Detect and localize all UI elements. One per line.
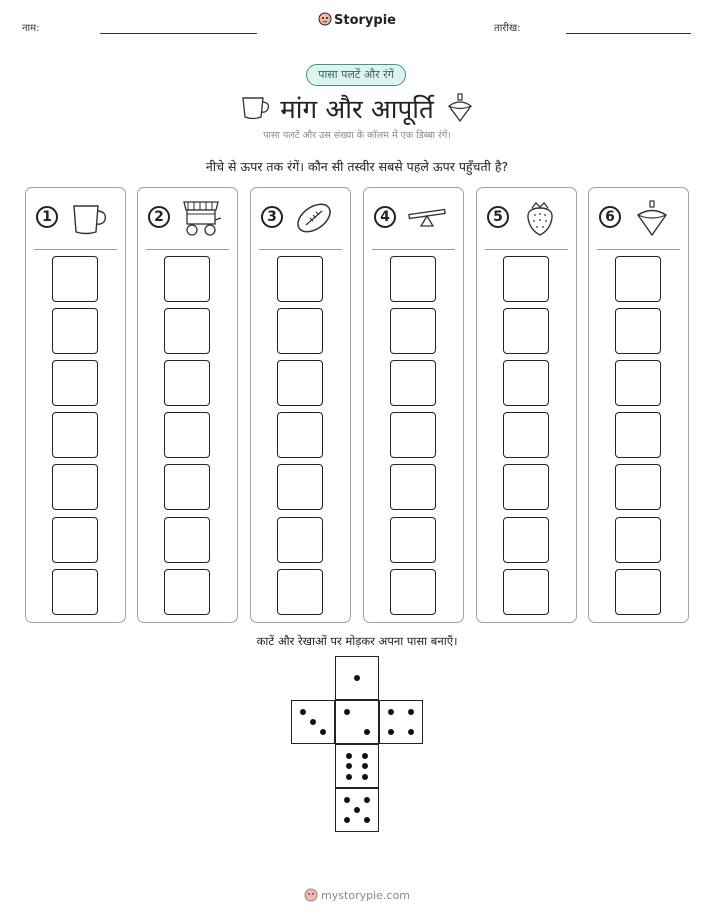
column-5 (476, 187, 577, 623)
color-box[interactable] (52, 464, 98, 510)
die-face-4 (379, 700, 423, 744)
food-cart-icon (180, 198, 222, 238)
spinning-top-icon (631, 198, 673, 238)
color-box[interactable] (277, 412, 323, 458)
color-box[interactable] (277, 569, 323, 615)
die-pip (346, 763, 352, 769)
column-divider (372, 249, 455, 250)
color-box[interactable] (615, 256, 661, 302)
color-box[interactable] (52, 256, 98, 302)
color-box[interactable] (615, 360, 661, 406)
color-box[interactable] (615, 517, 661, 563)
color-box[interactable] (503, 256, 549, 302)
column-1 (25, 187, 126, 623)
footer-url: mystorypie.com (321, 889, 410, 902)
die-pip (346, 774, 352, 780)
color-box[interactable] (52, 412, 98, 458)
die-pip (300, 709, 306, 715)
brand-logo (0, 12, 714, 28)
column-6 (588, 187, 689, 623)
color-box[interactable] (390, 412, 436, 458)
die-pip (346, 753, 352, 759)
color-box[interactable] (503, 464, 549, 510)
die-pip (364, 817, 370, 823)
cup-icon (68, 198, 110, 238)
football-icon (293, 198, 335, 238)
color-box[interactable] (52, 308, 98, 354)
date-line (566, 33, 691, 34)
die-pip (408, 729, 414, 735)
color-box[interactable] (164, 464, 210, 510)
color-box[interactable] (277, 360, 323, 406)
page-subtitle: पासा पलटें और उस संख्या के कॉलम में एक डिब्बा रंगें। (263, 130, 451, 141)
column-divider (259, 249, 342, 250)
brand-name: Storypie (334, 13, 396, 28)
color-box[interactable] (390, 360, 436, 406)
color-box[interactable] (615, 412, 661, 458)
column-number: 5 (487, 206, 509, 228)
column-divider (146, 249, 229, 250)
die-pip (408, 709, 414, 715)
die-face-2 (335, 700, 379, 744)
column-number: 6 (599, 206, 621, 228)
die-pip (344, 797, 350, 803)
die-pip (364, 797, 370, 803)
die-pip (362, 774, 368, 780)
color-box[interactable] (615, 464, 661, 510)
die-face-1 (335, 656, 379, 700)
color-box[interactable] (164, 412, 210, 458)
color-box[interactable] (277, 464, 323, 510)
color-box[interactable] (164, 360, 210, 406)
column-number: 4 (374, 206, 396, 228)
name-label: नाम: (22, 23, 40, 34)
column-number: 2 (148, 206, 170, 228)
column-divider (597, 249, 680, 250)
date-label: तारीख: (494, 23, 521, 34)
die-pip (354, 807, 360, 813)
color-box[interactable] (277, 308, 323, 354)
strawberry-icon (519, 198, 561, 238)
color-box[interactable] (390, 569, 436, 615)
storypie-mascot-icon (318, 12, 332, 26)
page-title: मांग और आपूर्ति (280, 95, 434, 125)
color-box[interactable] (277, 256, 323, 302)
color-box[interactable] (52, 360, 98, 406)
column-3 (250, 187, 351, 623)
color-box[interactable] (503, 569, 549, 615)
die-pip (364, 729, 370, 735)
color-box[interactable] (390, 464, 436, 510)
die-pip (344, 709, 350, 715)
color-box[interactable] (52, 517, 98, 563)
die-pip (362, 763, 368, 769)
color-box[interactable] (503, 412, 549, 458)
color-box[interactable] (390, 517, 436, 563)
seesaw-icon (406, 198, 448, 238)
color-box[interactable] (164, 517, 210, 563)
instruction-text: नीचे से ऊपर तक रंगें। कौन सी तस्वीर सबसे पहले ऊपर पहुँचती है? (205, 159, 509, 174)
color-box[interactable] (52, 569, 98, 615)
color-box[interactable] (503, 517, 549, 563)
die-pip (320, 729, 326, 735)
color-box[interactable] (164, 308, 210, 354)
die-pip (344, 817, 350, 823)
activity-badge: पासा पलटें और रंगें (306, 64, 406, 86)
color-box[interactable] (164, 256, 210, 302)
color-box[interactable] (615, 569, 661, 615)
color-box[interactable] (277, 517, 323, 563)
die-pip (310, 719, 316, 725)
color-box[interactable] (503, 308, 549, 354)
color-box[interactable] (503, 360, 549, 406)
color-box[interactable] (615, 308, 661, 354)
footer (0, 888, 714, 902)
die-pip (362, 753, 368, 759)
column-4 (363, 187, 464, 623)
die-face-3 (291, 700, 335, 744)
name-line (100, 33, 257, 34)
cut-instruction: काटें और रेखाओं पर मोड़कर अपना पासा बनाएँ। (256, 634, 458, 648)
color-box[interactable] (390, 256, 436, 302)
die-pip (388, 709, 394, 715)
storypie-mascot-icon (304, 888, 318, 902)
column-divider (34, 249, 117, 250)
die-face-5 (335, 788, 379, 832)
spinning-top-icon (446, 92, 474, 124)
die-face-6 (335, 744, 379, 788)
column-divider (485, 249, 568, 250)
die-pip (354, 675, 360, 681)
column-2 (137, 187, 238, 623)
color-box[interactable] (164, 569, 210, 615)
die-pip (388, 729, 394, 735)
column-number: 1 (36, 206, 58, 228)
column-number: 3 (261, 206, 283, 228)
color-box[interactable] (390, 308, 436, 354)
